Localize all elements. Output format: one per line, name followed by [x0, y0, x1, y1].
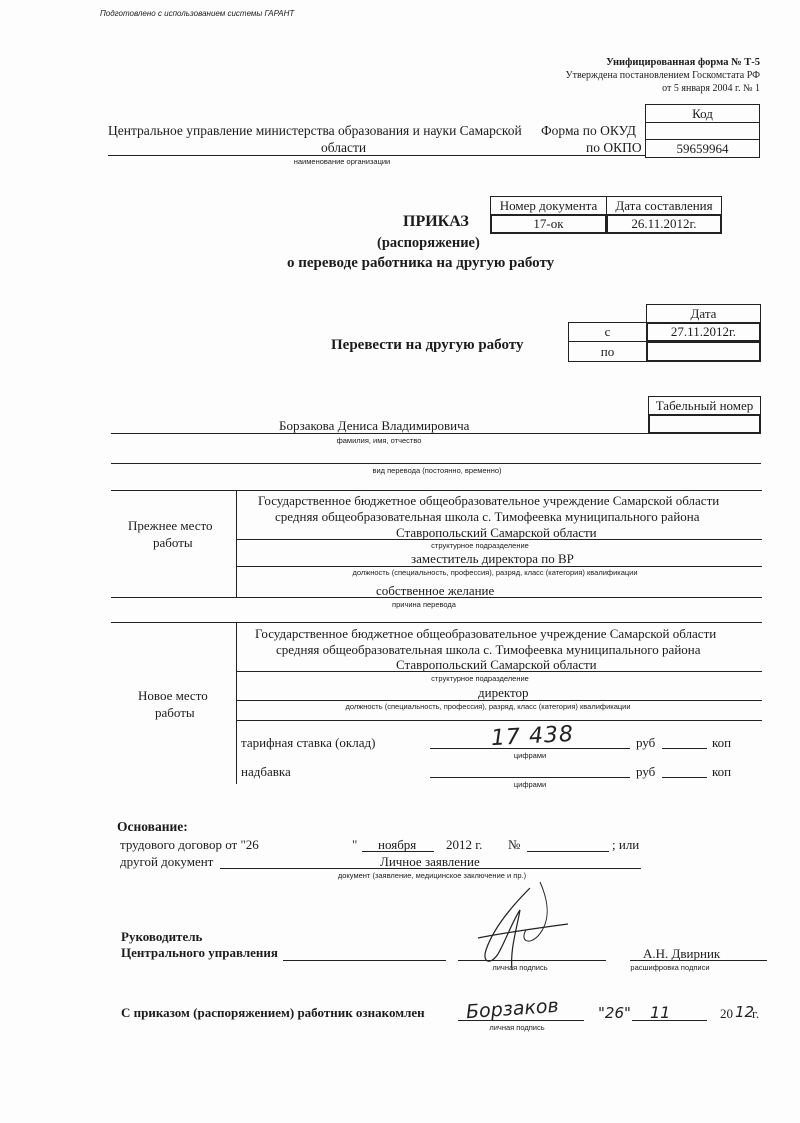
rate-caption: цифрами [513, 751, 547, 760]
basis-contract-month: ноября [378, 837, 417, 852]
employee-name: Борзакова Дениса Владимировича [279, 418, 470, 433]
head-signature-caption: личная подпись [492, 963, 548, 972]
previous-block-top [111, 490, 762, 491]
previous-position: заместитель директора по ВР [411, 551, 574, 566]
previous-unit-caption: структурное подразделение [431, 541, 529, 550]
rate-kop: коп [712, 735, 732, 750]
okpo-cell [645, 139, 760, 158]
previous-position-underline [236, 566, 762, 567]
head-title-line2: Центрального управления [121, 945, 278, 960]
transfer-type-caption: вид перевода (постоянно, временно) [372, 466, 502, 475]
new-block-top [111, 622, 762, 623]
transfer-to-value-cell [646, 341, 761, 362]
organization-caption: наименование организации [293, 157, 391, 166]
basis-heading: Основание: [117, 819, 188, 834]
acquaint-year-end: г. [752, 1006, 760, 1021]
new-position-bottom [236, 720, 762, 721]
new-position-caption: должность (специальность, профессия), разряд, класс (категория) квалификации [345, 702, 631, 711]
transfer-from-label: с [604, 324, 611, 339]
organization-name-line2: области [321, 140, 367, 155]
head-position-underline [283, 960, 446, 961]
bonus-kop: коп [712, 764, 732, 779]
new-unit-caption: структурное подразделение [431, 674, 529, 683]
new-position: директор [478, 685, 529, 700]
head-signature-scribble [468, 880, 578, 975]
new-label-line1: Новое место [138, 688, 208, 703]
previous-reason: собственное желание [376, 583, 495, 598]
title-subject: о переводе работника на другую работу [287, 255, 555, 271]
basis-contract-prefix: трудового договор от "26 [120, 837, 259, 852]
doc-date-cell [606, 214, 722, 234]
previous-label-line2: работы [153, 535, 193, 550]
title-prikaz: ПРИКАЗ [403, 213, 469, 230]
employee-name-caption: фамилия, имя, отчество [336, 436, 422, 445]
doc-number-header-label: Номер документа [499, 197, 598, 213]
basis-or: ; или [612, 837, 640, 852]
transfer-to-label: по [600, 343, 615, 359]
previous-block-divider [236, 490, 237, 597]
bonus-caption: цифрами [513, 780, 547, 789]
head-name: А.Н. Двирник [643, 946, 721, 961]
doc-date-value: 26.11.2012г. [631, 216, 697, 231]
bonus-kop-underline [662, 777, 707, 778]
basis-number-sign: № [508, 837, 521, 852]
basis-other-doc-value: Личное заявление [380, 854, 480, 869]
doc-number-value: 17-ок [533, 216, 564, 231]
transfer-label: Перевести на другую работу [331, 337, 524, 353]
transfer-to-label-cell [568, 341, 647, 362]
doc-date-header [606, 196, 722, 215]
head-name-caption: расшифровка подписи [630, 963, 710, 972]
organization-name-line1: Центральное управление министерства образования и науки Самарской [108, 123, 522, 138]
previous-org-line3: Ставропольский Самарской области [396, 525, 597, 540]
rate-rub: руб [636, 735, 656, 750]
head-name-underline [630, 960, 767, 961]
bonus-label: надбавка [241, 764, 291, 779]
okpo-label: по ОКПО [586, 140, 642, 155]
transfer-date-header-label: Дата [690, 305, 717, 321]
transfer-from-label-cell [568, 322, 647, 342]
new-org-line2: средняя общеобразовательная школа с. Тимофеевка муниципального района [276, 642, 701, 657]
bonus-rub: руб [636, 764, 656, 779]
new-org-line3: Ставропольский Самарской области [396, 657, 597, 672]
previous-unit-underline [236, 539, 762, 540]
form-approval-date: от 5 января 2004 г. № 1 [662, 83, 760, 94]
bonus-underline [430, 777, 630, 778]
new-unit-underline [236, 671, 762, 672]
acquaint-signature-caption: личная подпись [489, 1023, 545, 1032]
tabel-value-cell [648, 414, 761, 434]
previous-org-line1: Государственное бюджетное общеобразовательное учреждение Самарской области [258, 493, 720, 508]
acquaint-year-suffix: 12 [735, 1003, 755, 1021]
acquaint-text: С приказом (распоряжением) работник ознакомлен [121, 1005, 425, 1020]
acquaint-year-prefix: 20 [720, 1006, 733, 1021]
transfer-from-value-cell [646, 322, 761, 342]
doc-date-header-label: Дата составления [615, 197, 713, 213]
okud-cell [645, 122, 760, 140]
acquaint-signature: Борзаков [465, 994, 560, 1024]
new-block-divider [236, 622, 237, 784]
basis-number-underline [527, 851, 609, 852]
previous-org-line2: средняя общеобразовательная школа с. Тимофеевка муниципального района [275, 509, 700, 524]
form-approval: Утверждена постановлением Госкомстата РФ [565, 70, 760, 81]
new-position-underline [236, 700, 762, 701]
okud-label: Форма по ОКУД [541, 123, 637, 138]
tabel-header-label: Табельный номер [655, 397, 754, 413]
previous-reason-caption: причина перевода [392, 600, 456, 609]
tabel-header [648, 396, 761, 415]
basis-other-doc-caption: документ (заявление, медицинское заключение и пр.) [337, 871, 527, 880]
transfer-from-value: 27.11.2012г. [670, 324, 737, 339]
doc-number-header [490, 196, 607, 215]
form-name: Унифицированная форма № Т-5 [606, 57, 760, 68]
kod-label: Код [692, 105, 713, 121]
title-rasporyazhenie: (распоряжение) [377, 235, 480, 251]
okpo-value: 59659964 [676, 140, 729, 156]
new-label-line2: работы [155, 705, 195, 720]
previous-position-caption: должность (специальность, профессия), разряд, класс (категория) квалификации [352, 568, 638, 577]
head-title-line1: Руководитель [121, 929, 203, 944]
basis-contract-year: 2012 г. [446, 837, 483, 852]
rate-underline [430, 748, 630, 749]
transfer-type-underline [111, 463, 761, 464]
rate-kop-underline [662, 748, 707, 749]
garant-note: Подготовлено с использованием системы ГАРАНТ [100, 9, 295, 18]
doc-number-cell [490, 214, 607, 234]
basis-other-doc-label: другой документ [120, 854, 214, 869]
previous-label-line1: Прежнее место [128, 518, 213, 533]
transfer-date-header [646, 304, 761, 323]
new-org-line1: Государственное бюджетное общеобразовательное учреждение Самарской области [255, 626, 717, 641]
rate-value: 17 438 [490, 721, 575, 752]
rate-label: тарифная ставка (оклад) [241, 735, 376, 750]
acquaint-day: "26" [598, 1004, 631, 1022]
previous-reason-underline [111, 597, 762, 598]
basis-contract-quote: " [352, 837, 358, 852]
acquaint-month: 11 [650, 1003, 671, 1022]
kod-header [645, 104, 760, 123]
employee-name-underline [111, 433, 648, 434]
organization-underline [108, 155, 645, 156]
